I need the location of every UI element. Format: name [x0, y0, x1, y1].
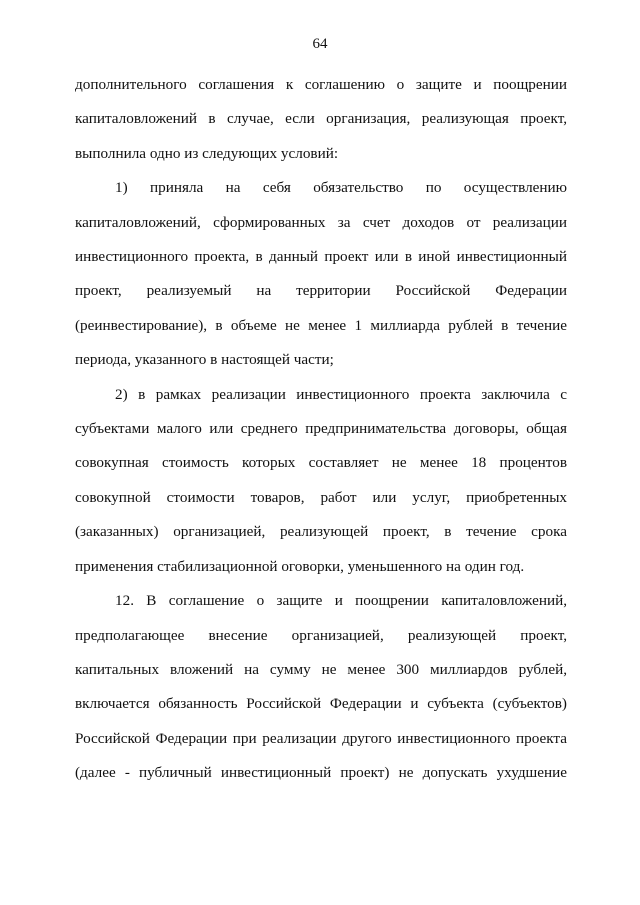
page-number: 64 — [312, 36, 328, 52]
paragraph-continuation: дополнительного соглашения к соглашению о защите и поощрении капиталовложений в случае, если организация, реализующая проект, выполнила одно из следующих условий: — [75, 76, 567, 162]
paragraph-condition-1: 1) приняла на себя обязательство по осуществлению капиталовложений, сформированных за счет доходов от реализации инвестиционного проекта, в данный проект или в иной инвестиционный проект, реализуемый на территории Российской Федерации (реинвестирование), в объеме не менее 1 миллиарда рублей в течение периода, указанного в настоящей части; — [75, 179, 567, 369]
paragraph-condition-2: 2) в рамках реализации инвестиционного проекта заключила с субъектами малого или среднего предпринимательства договоры, общая совокупная стоимость которых составляет не менее 18 процентов совокупной стоимости товаров, работ или услуг, приобретенных (заказанных) организацией, реализующей проект, в течение срока применения стабилизационной оговорки, уменьшенного на один год. — [75, 385, 567, 575]
document-body — [75, 68, 567, 791]
paragraph-part-12: 12. В соглашение о защите и поощрении капиталовложений, предполагающее внесение организацией, реализующей проект, капитальных вложений на сумму не менее 300 миллиардов рублей, включается обязанность Российской Федерации и субъекта (субъектов) Российской Федерации при реализации другого инвестиционного проекта (далее - публичный инвестиционный проект) не допускать ухудшение — [75, 592, 567, 782]
